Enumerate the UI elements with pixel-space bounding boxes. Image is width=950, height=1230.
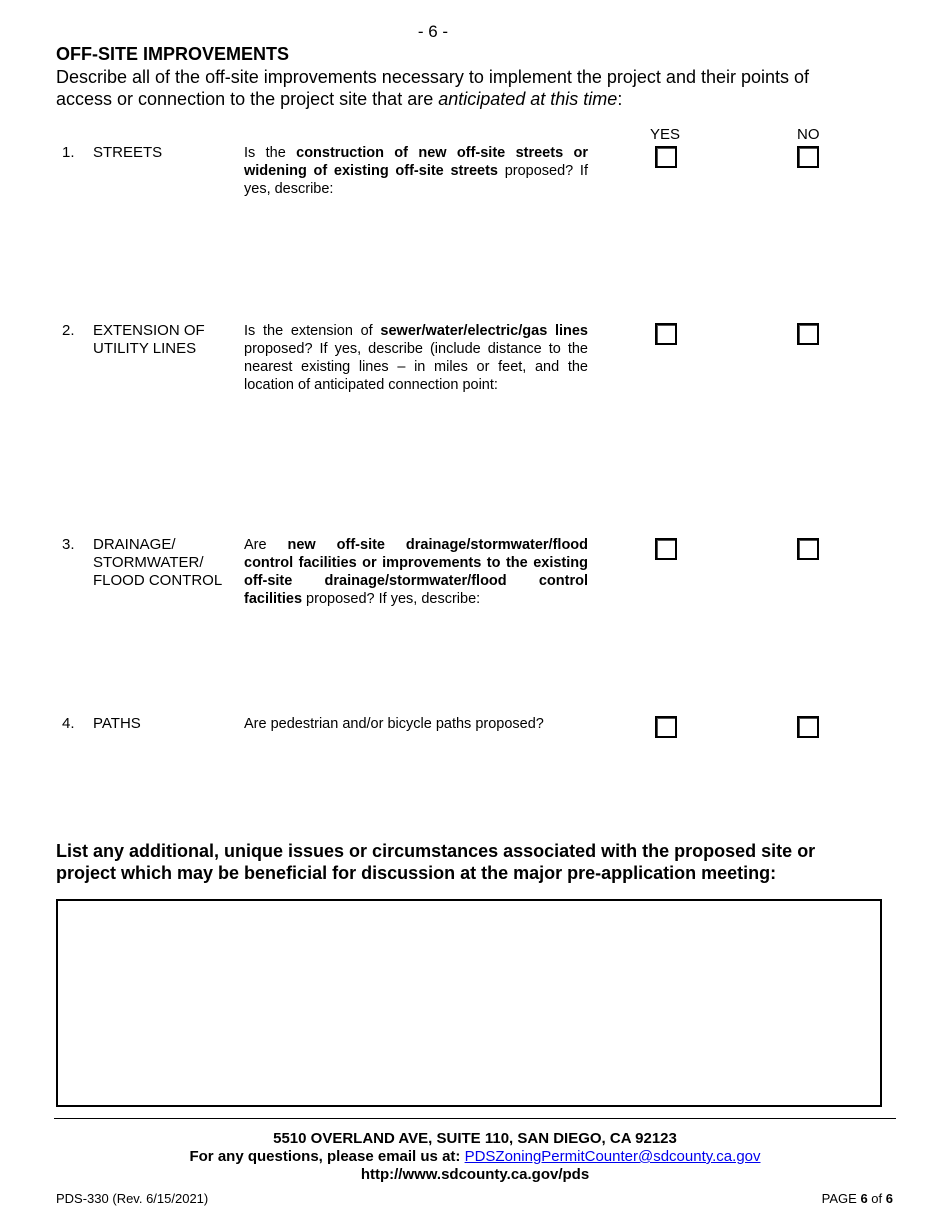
no-column-header: NO <box>797 126 820 143</box>
item-number: 3. <box>62 536 75 553</box>
no-checkbox[interactable] <box>797 716 819 738</box>
no-checkbox[interactable] <box>797 323 819 345</box>
additional-issues-textbox[interactable] <box>56 899 882 1107</box>
question-text: proposed? If yes, describe (include distance to the nearest existing lines – in miles or feet, and the location of anticipated connection point: <box>244 341 588 393</box>
item-number: 4. <box>62 715 75 732</box>
yes-column-header: YES <box>650 126 681 143</box>
item-label: STREETS <box>93 144 163 161</box>
footer-address: 5510 OVERLAND AVE, SUITE 110, SAN DIEGO, CA 92123 <box>273 1130 677 1147</box>
footer-questions <box>0 1148 950 1165</box>
footer-website[interactable]: http://www.sdcounty.ca.gov/pds <box>360 1166 590 1183</box>
page-indicator <box>822 1191 893 1206</box>
footer-questions-label: For any questions, please email us at: <box>189 1148 465 1165</box>
item-label: PATHS <box>93 715 141 732</box>
section-title: OFF-SITE IMPROVEMENTS <box>56 44 290 64</box>
intro-text: Describe all of the off-site improvements necessary to implement the project and their points of access or connection to the project site that are <box>56 67 810 109</box>
question-text: Are pedestrian and/or bicycle paths proposed? <box>244 716 544 732</box>
item-question <box>244 322 588 394</box>
item-label: EXTENSION OF UTILITY LINES <box>93 322 205 357</box>
contact-email-link[interactable]: PDSZoningPermitCounter@sdcounty.ca.gov <box>464 1148 761 1165</box>
item-question <box>244 144 588 198</box>
page-mid: of <box>867 1191 886 1206</box>
question-text: proposed? If yes, describe: <box>244 163 588 197</box>
additional-issues-prompt: List any additional, unique issues or circumstances associated with the proposed site or project which may be beneficial for discussion at the major pre-application meeting: <box>56 841 816 883</box>
no-checkbox[interactable] <box>797 146 819 168</box>
question-text: Is the extension of <box>244 323 381 339</box>
yes-checkbox[interactable] <box>655 323 677 345</box>
footer-divider <box>54 1118 896 1119</box>
item-question <box>244 715 588 733</box>
yes-checkbox[interactable] <box>655 716 677 738</box>
question-text: Are <box>244 537 288 553</box>
page-prefix: PAGE <box>821 1191 861 1206</box>
item-question <box>244 536 588 608</box>
page-number: - 6 - <box>417 22 449 41</box>
section-intro <box>56 66 856 110</box>
page-total: 6 <box>885 1191 893 1206</box>
question-text: Is the <box>244 145 297 161</box>
question-bold-text: sewer/water/electric/gas lines <box>380 323 588 339</box>
intro-emphasis: anticipated at this time <box>438 89 618 109</box>
intro-end: : <box>617 89 623 109</box>
page-current: 6 <box>860 1191 868 1206</box>
item-label: DRAINAGE/ STORMWATER/ FLOOD CONTROL <box>93 536 223 589</box>
question-bold-text: construction of new off-site streets or widening of existing off-site streets <box>244 145 588 179</box>
item-number: 2. <box>62 322 75 339</box>
yes-checkbox[interactable] <box>655 538 677 560</box>
question-bold-text: new off-site drainage/stormwater/flood control facilities or improvements to the existing off-site drainage/stormwater/flood control facilities <box>244 537 589 607</box>
yes-checkbox[interactable] <box>655 146 677 168</box>
question-text: proposed? If yes, describe: <box>302 591 481 607</box>
form-id: PDS-330 (Rev. 6/15/2021) <box>56 1191 209 1206</box>
no-checkbox[interactable] <box>797 538 819 560</box>
item-number: 1. <box>62 144 75 161</box>
